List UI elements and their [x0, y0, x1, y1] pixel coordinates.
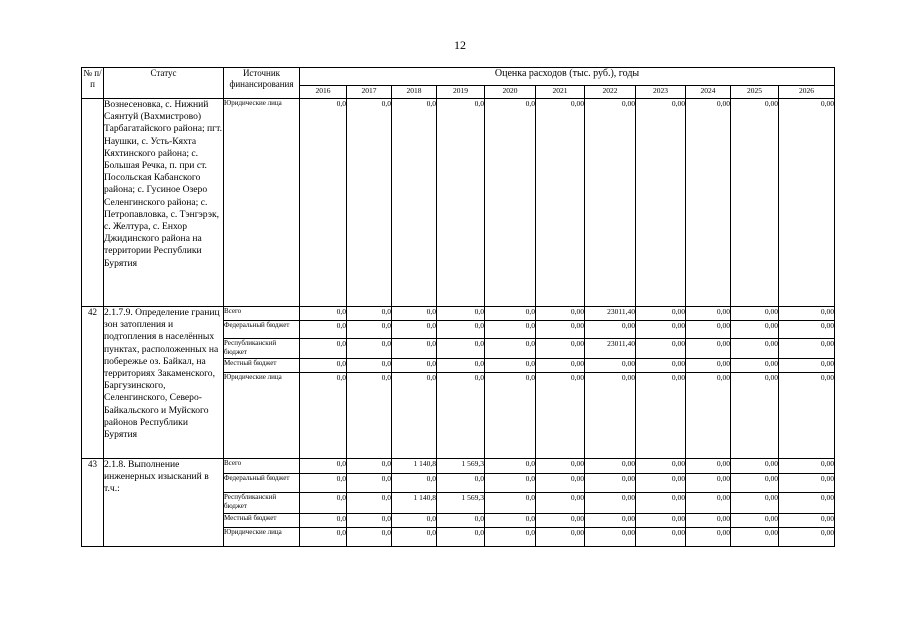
- value-cell: 0,00: [636, 99, 686, 307]
- source-cell: Всего: [224, 307, 300, 321]
- value-cell: 0,0: [392, 99, 437, 307]
- header-year: 2019: [437, 86, 485, 99]
- source-cell: Федеральный бюджет: [224, 474, 300, 493]
- source-cell: Всего: [224, 459, 300, 474]
- value-cell: 0,00: [636, 514, 686, 528]
- value-cell: 0,0: [437, 321, 485, 339]
- value-cell: 0,0: [347, 373, 392, 459]
- header-year: 2025: [731, 86, 779, 99]
- value-cell: 0,00: [585, 321, 636, 339]
- value-cell: 0,00: [731, 99, 779, 307]
- value-cell: 0,0: [347, 321, 392, 339]
- header-year: 2024: [686, 86, 731, 99]
- value-cell: 0,00: [585, 514, 636, 528]
- value-cell: 0,00: [779, 474, 835, 493]
- value-cell: 0,0: [300, 474, 347, 493]
- value-cell: 0,00: [686, 528, 731, 547]
- value-cell: 0,0: [347, 339, 392, 359]
- value-cell: 0,0: [347, 359, 392, 373]
- value-cell: 0,00: [731, 321, 779, 339]
- value-cell: 0,00: [636, 459, 686, 474]
- value-cell: 0,0: [347, 528, 392, 547]
- value-cell: 0,0: [347, 474, 392, 493]
- value-cell: 0,00: [731, 307, 779, 321]
- value-cell: 0,0: [485, 307, 536, 321]
- value-cell: 0,0: [300, 493, 347, 514]
- value-cell: 0,0: [437, 528, 485, 547]
- source-cell: Юридические лица: [224, 528, 300, 547]
- value-cell: 0,0: [437, 373, 485, 459]
- value-cell: 0,0: [300, 528, 347, 547]
- value-cell: 0,0: [485, 514, 536, 528]
- header-year: 2016: [300, 86, 347, 99]
- value-cell: 0,0: [347, 459, 392, 474]
- header-year: 2018: [392, 86, 437, 99]
- value-cell: 0,00: [536, 373, 585, 459]
- source-cell: Республиканский бюджет: [224, 493, 300, 514]
- value-cell: 0,00: [731, 474, 779, 493]
- value-cell: 0,00: [536, 474, 585, 493]
- value-cell: 0,00: [686, 307, 731, 321]
- value-cell: 0,00: [536, 359, 585, 373]
- value-cell: 0,00: [731, 528, 779, 547]
- value-cell: 1 569,3: [437, 459, 485, 474]
- row-number: 43: [82, 459, 104, 547]
- value-cell: 0,0: [485, 493, 536, 514]
- value-cell: 0,0: [485, 321, 536, 339]
- value-cell: 0,00: [779, 359, 835, 373]
- value-cell: 0,00: [731, 339, 779, 359]
- value-cell: 0,00: [779, 307, 835, 321]
- value-cell: 0,0: [347, 514, 392, 528]
- value-cell: 0,0: [392, 359, 437, 373]
- value-cell: 0,0: [392, 528, 437, 547]
- value-cell: 0,0: [437, 99, 485, 307]
- value-cell: 0,00: [636, 307, 686, 321]
- value-cell: 23011,40: [585, 307, 636, 321]
- value-cell: 0,00: [585, 373, 636, 459]
- value-cell: 0,0: [300, 99, 347, 307]
- value-cell: 0,00: [536, 493, 585, 514]
- value-cell: 0,00: [536, 339, 585, 359]
- value-cell: 0,00: [779, 459, 835, 474]
- value-cell: 1 569,3: [437, 493, 485, 514]
- value-cell: 0,00: [686, 373, 731, 459]
- value-cell: 0,0: [300, 321, 347, 339]
- value-cell: 0,0: [392, 339, 437, 359]
- value-cell: 23011,40: [585, 339, 636, 359]
- table-row: [82, 307, 835, 321]
- value-cell: 0,00: [636, 528, 686, 547]
- table-row: [82, 459, 835, 474]
- value-cell: 0,00: [636, 339, 686, 359]
- value-cell: 0,0: [485, 459, 536, 474]
- value-cell: 1 140,8: [392, 459, 437, 474]
- source-cell: Местный бюджет: [224, 514, 300, 528]
- value-cell: 0,0: [437, 359, 485, 373]
- value-cell: 0,0: [300, 373, 347, 459]
- value-cell: 0,0: [300, 459, 347, 474]
- header-estimate: Оценка расходов (тыс. руб.), годы: [300, 68, 835, 86]
- value-cell: 0,0: [347, 493, 392, 514]
- value-cell: 0,00: [731, 514, 779, 528]
- value-cell: 0,00: [779, 514, 835, 528]
- header-year: 2023: [636, 86, 686, 99]
- value-cell: 0,00: [536, 459, 585, 474]
- table-row: [82, 99, 835, 307]
- value-cell: 0,00: [686, 339, 731, 359]
- value-cell: 0,0: [300, 359, 347, 373]
- value-cell: 0,0: [392, 307, 437, 321]
- value-cell: 0,00: [636, 493, 686, 514]
- value-cell: 0,00: [536, 99, 585, 307]
- budget-table: [81, 67, 835, 547]
- value-cell: 0,00: [731, 373, 779, 459]
- value-cell: 0,00: [779, 528, 835, 547]
- value-cell: 0,00: [686, 459, 731, 474]
- row-number: [82, 99, 104, 307]
- value-cell: 0,00: [686, 321, 731, 339]
- value-cell: 0,0: [392, 474, 437, 493]
- value-cell: 0,00: [585, 474, 636, 493]
- header-year: 2020: [485, 86, 536, 99]
- value-cell: 0,0: [485, 359, 536, 373]
- status-cell: 2.1.8. Выполнение инженерных изысканий в т.ч.:: [104, 459, 224, 547]
- value-cell: 0,0: [437, 514, 485, 528]
- header-year: 2021: [536, 86, 585, 99]
- value-cell: 0,0: [300, 514, 347, 528]
- value-cell: 0,00: [536, 307, 585, 321]
- value-cell: 0,00: [779, 339, 835, 359]
- header-num: № п/п: [82, 68, 104, 99]
- value-cell: 0,00: [686, 359, 731, 373]
- source-cell: Местный бюджет: [224, 359, 300, 373]
- value-cell: 0,0: [485, 339, 536, 359]
- value-cell: 0,00: [686, 474, 731, 493]
- value-cell: 0,0: [437, 307, 485, 321]
- value-cell: 0,0: [347, 307, 392, 321]
- value-cell: 0,0: [485, 99, 536, 307]
- value-cell: 0,0: [485, 474, 536, 493]
- value-cell: 0,00: [636, 359, 686, 373]
- value-cell: 0,00: [731, 359, 779, 373]
- value-cell: 0,00: [585, 493, 636, 514]
- value-cell: 0,0: [437, 339, 485, 359]
- value-cell: 0,00: [731, 459, 779, 474]
- value-cell: 0,0: [392, 514, 437, 528]
- header-year: 2022: [585, 86, 636, 99]
- value-cell: 0,00: [779, 99, 835, 307]
- value-cell: 0,00: [686, 514, 731, 528]
- value-cell: 0,00: [636, 321, 686, 339]
- value-cell: 0,00: [779, 373, 835, 459]
- value-cell: 0,00: [779, 321, 835, 339]
- status-cell: Вознесеновка, с. Нижний Саянтуй (Вахмистрово) Тарбагатайского района; пгт. Наушки, с. Усть-Кяхта Кяхтинского района; с. Большая Речка, п. при ст. Посольская Кабанского района; с. Гусиное Озеро Селенгинского района; с. Петропавловка, с. Тэнгэрэк, с. Желтура, с. Енхор Джидинского района на территории Республики Бурятия: [104, 99, 224, 307]
- value-cell: 0,00: [636, 474, 686, 493]
- page-number: 12: [454, 38, 466, 52]
- value-cell: 0,0: [392, 321, 437, 339]
- value-cell: 0,0: [485, 528, 536, 547]
- value-cell: 0,0: [300, 307, 347, 321]
- header-year: 2017: [347, 86, 392, 99]
- value-cell: 1 140,8: [392, 493, 437, 514]
- value-cell: 0,0: [347, 99, 392, 307]
- value-cell: 0,00: [585, 459, 636, 474]
- status-cell: 2.1.7.9. Определение границ зон затопления и подтопления в населённых пунктах, расположенных на побережье оз. Байкал, на территориях Закаменского, Баргузинского, Селенгинского, Северо-Байкальского и Муйского районов Республики Бурятия: [104, 307, 224, 459]
- value-cell: 0,00: [585, 359, 636, 373]
- value-cell: 0,00: [636, 373, 686, 459]
- row-number: 42: [82, 307, 104, 459]
- value-cell: 0,0: [300, 339, 347, 359]
- table-body: [82, 99, 835, 547]
- header-year: 2026: [779, 86, 835, 99]
- value-cell: 0,00: [536, 321, 585, 339]
- value-cell: 0,0: [485, 373, 536, 459]
- source-cell: Юридические лица: [224, 99, 300, 307]
- header-source: Источник финансирования: [224, 68, 300, 99]
- value-cell: 0,00: [536, 528, 585, 547]
- value-cell: 0,00: [731, 493, 779, 514]
- table-header: [82, 68, 835, 99]
- source-cell: Юридические лица: [224, 373, 300, 459]
- source-cell: Федеральный бюджет: [224, 321, 300, 339]
- value-cell: 0,00: [536, 514, 585, 528]
- value-cell: 0,0: [437, 474, 485, 493]
- value-cell: 0,00: [585, 99, 636, 307]
- value-cell: 0,00: [779, 493, 835, 514]
- value-cell: 0,00: [585, 528, 636, 547]
- header-status: Статус: [104, 68, 224, 99]
- value-cell: 0,00: [686, 99, 731, 307]
- source-cell: Республиканский бюджет: [224, 339, 300, 359]
- value-cell: 0,00: [686, 493, 731, 514]
- value-cell: 0,0: [392, 373, 437, 459]
